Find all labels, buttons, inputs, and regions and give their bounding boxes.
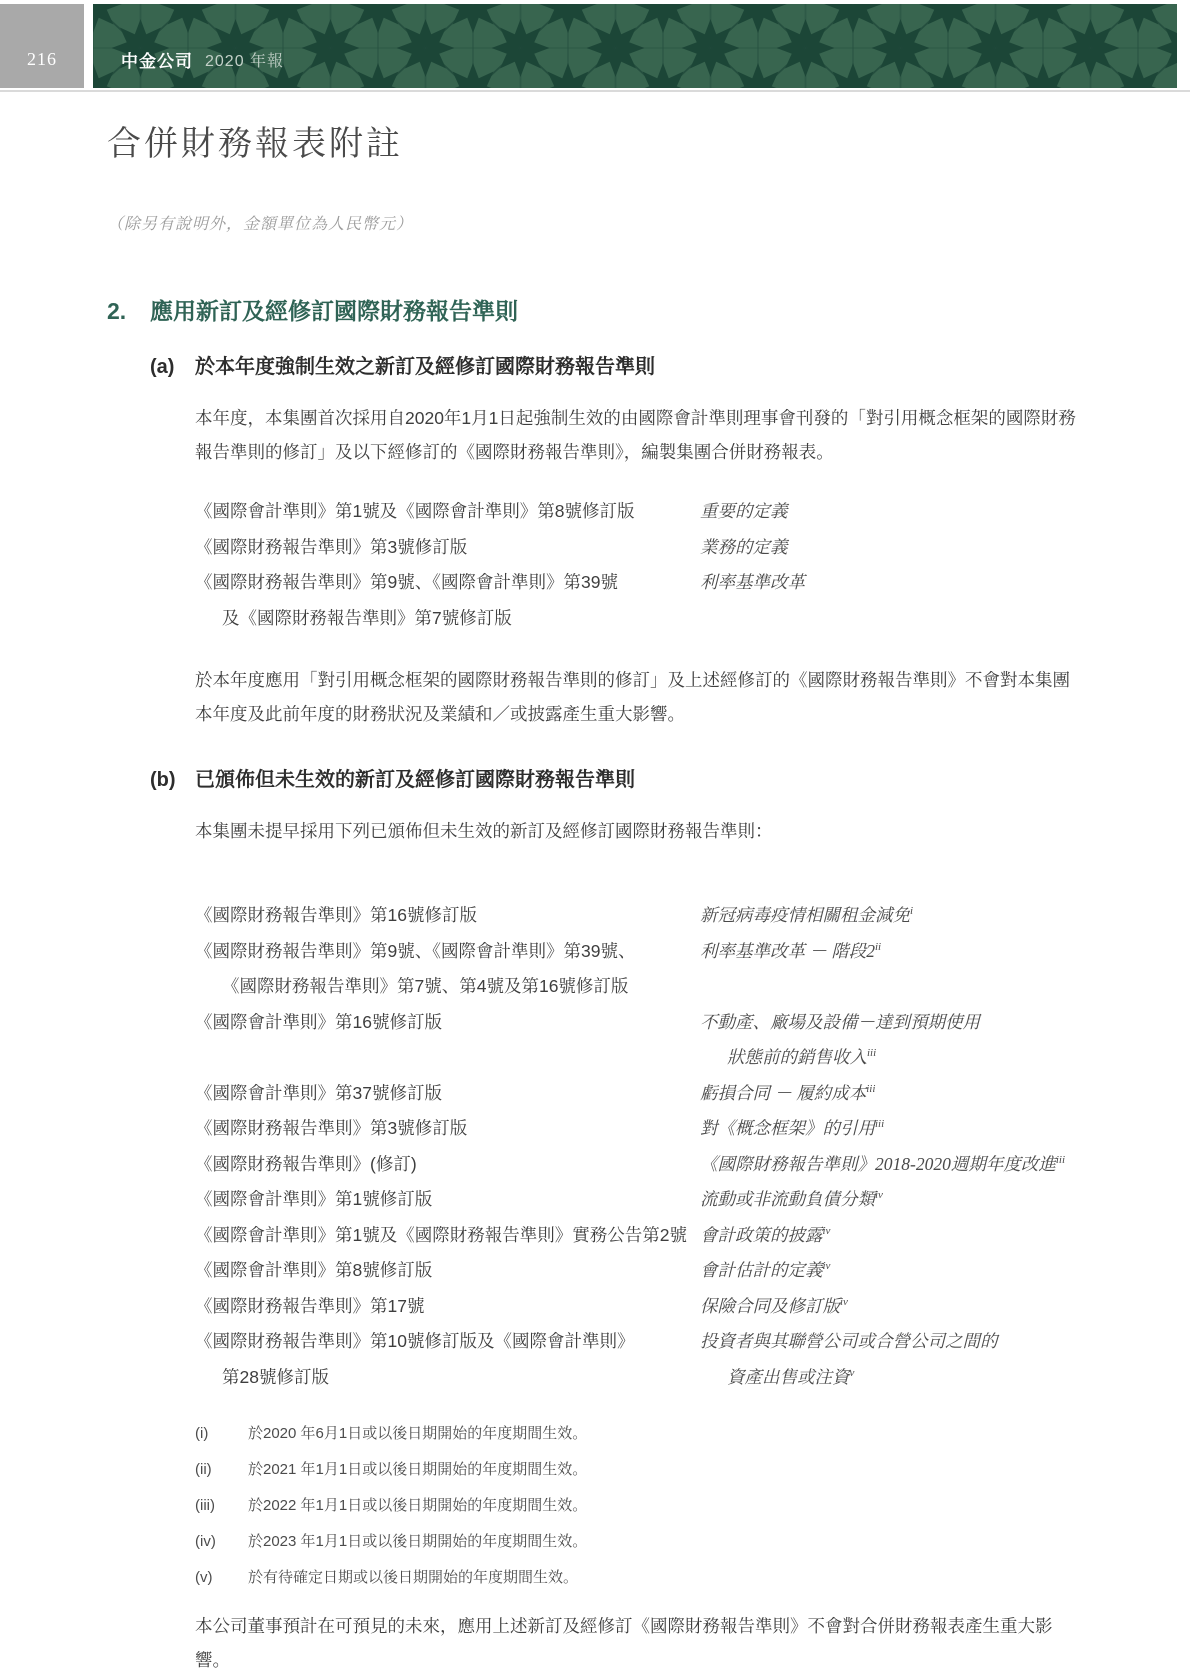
- standard-name: 《國際財務報告準則》第10號修訂版及《國際會計準則》: [195, 1331, 635, 1351]
- footnote-ref: iii: [1055, 1153, 1065, 1166]
- page-number-box: [0, 4, 84, 88]
- standard-subject: [700, 601, 1085, 637]
- currency-note: （除另有說明外，金額單位為人民幣元）: [107, 216, 414, 233]
- company-name: 中金公司: [121, 51, 193, 71]
- subsection-b: [150, 767, 1085, 1677]
- standard-subject: [700, 565, 1085, 601]
- standard-subject-text: 流動或非流動負債分類: [700, 1189, 875, 1209]
- standard-subject-text: 重要的定義: [700, 501, 788, 521]
- standard-subject-text: 資產出售或注資: [727, 1366, 850, 1387]
- standard-subject-text: 會計估計的定義: [700, 1260, 823, 1280]
- footnote-label: (v): [195, 1569, 213, 1586]
- standard-row: [195, 1253, 1085, 1289]
- footnote-text: 於2022 年1月1日或以後日期開始的年度期間生效。: [248, 1497, 588, 1514]
- page-content: [0, 116, 1190, 1677]
- standard-subject: [700, 530, 1085, 566]
- standard-subject: [700, 1182, 1085, 1218]
- footnote-ref: iii: [875, 1118, 885, 1131]
- standard-name: 《國際財務報告準則》第7號、第4號及第16號修訂版: [222, 976, 629, 996]
- header-divider: [0, 90, 1190, 92]
- footnote-item: [195, 1531, 1085, 1552]
- standard-subject: [700, 1147, 1085, 1183]
- standard-row: [195, 1289, 1085, 1325]
- standard-subject-text: 業務的定義: [700, 536, 788, 557]
- standard-name: 《國際會計準則》第8號修訂版: [195, 1260, 433, 1280]
- report-year: 2020 年報: [205, 52, 285, 70]
- footnote-ref: iv: [822, 1260, 831, 1273]
- standard-row: [195, 898, 1085, 934]
- standard-row: [195, 1218, 1085, 1254]
- standard-row: [195, 601, 1085, 637]
- standard-name: 《國際財務報告準則》第16號修訂版: [195, 905, 477, 925]
- standard-subject-text: 不動產、廠場及設備－達到預期使用: [700, 1011, 980, 1032]
- standard-name: 及《國際財務報告準則》第7號修訂版: [222, 607, 512, 628]
- section-heading: [107, 296, 1085, 326]
- footnotes: [195, 1423, 1085, 1588]
- standard-row: [195, 1324, 1085, 1360]
- page-number: 216: [27, 48, 57, 69]
- standard-subject-text: 保險合同及修訂版: [700, 1295, 840, 1316]
- standard-name: 《國際會計準則》第16號修訂版: [195, 1011, 442, 1032]
- standard-subject: [700, 1005, 1085, 1041]
- subsection-b-heading: [150, 767, 1085, 793]
- standard-subject: [700, 1040, 1085, 1076]
- footnote-text: 於2023 年1月1日或以後日期開始的年度期間生效。: [248, 1533, 588, 1550]
- standard-name: 第28號修訂版: [222, 1366, 329, 1387]
- standard-subject: [700, 1111, 1085, 1147]
- standard-row: [195, 1147, 1085, 1183]
- section-2: [107, 296, 1085, 1677]
- standard-row: [195, 1040, 1085, 1076]
- standard-name: 《國際財務報告準則》第9號、《國際會計準則》第39號: [195, 572, 618, 592]
- footnote-label: (ii): [195, 1461, 212, 1478]
- standard-subject: [700, 494, 1085, 530]
- subsection-b-label: (b): [150, 769, 176, 791]
- standard-name: 《國際會計準則》第1號及《國際財務報告準則》實務公告第2號: [195, 1224, 687, 1245]
- standard-row: [195, 969, 1085, 1005]
- standard-name: 《國際財務報告準則》第3號修訂版: [195, 1118, 468, 1138]
- footnote-ref: iv: [822, 1224, 831, 1237]
- header-banner: [93, 4, 1177, 88]
- standard-subject: [700, 898, 1085, 934]
- standard-subject-text: 利率基準改革: [700, 572, 805, 592]
- standard-name: 《國際會計準則》第1號修訂版: [195, 1189, 433, 1209]
- banner-text: [121, 4, 284, 88]
- subsection-a-label: (a): [150, 356, 175, 378]
- standard-subject: [700, 1289, 1085, 1325]
- section-title: 應用新訂及經修訂國際財務報告準則: [150, 298, 518, 324]
- footnote-text: 於有待確定日期或以後日期開始的年度期間生效。: [248, 1569, 579, 1586]
- standard-subject-text: 會計政策的披露: [700, 1224, 823, 1245]
- standard-subject-text: 投資者與其聯營公司或合營公司之間的: [700, 1331, 998, 1351]
- footnote-item: [195, 1495, 1085, 1516]
- footnote-ref: iv: [875, 1189, 883, 1202]
- paragraph: 本年度，本集團首次採用自2020年1月1日起強制生效的由國際會計準則理事會刊發的「對引用概念框架的國際財務報告準則的修訂」及以下經修訂的《國際財務報告準則》，編製集團合併財務報表。: [195, 408, 1076, 462]
- standards-list-a: [195, 494, 1085, 636]
- footnote-ref: iii: [867, 1047, 877, 1060]
- standard-name: [195, 1040, 700, 1076]
- subsection-b-body: [195, 814, 1085, 1677]
- subsection-a-heading: [150, 354, 1085, 380]
- footnote-ref: ii: [875, 940, 882, 953]
- standard-name: 《國際會計準則》第1號及《國際會計準則》第8號修訂版: [195, 501, 635, 521]
- footnote-text: 於2021 年1月1日或以後日期開始的年度期間生效。: [248, 1461, 588, 1478]
- footnote-label: (iii): [195, 1497, 215, 1514]
- footnote-label: (i): [195, 1425, 209, 1442]
- standards-list-b: [195, 898, 1085, 1395]
- standard-subject: [700, 1324, 1085, 1360]
- footnote-item: [195, 1423, 1085, 1444]
- standard-subject-text: 狀態前的銷售收入: [727, 1047, 867, 1067]
- standard-subject-text: 新冠病毒疫情相關租金減免: [700, 905, 910, 925]
- standard-subject-text: 《國際財務報告準則》2018-2020週期年度改進: [700, 1153, 1056, 1174]
- page-title: 合併財務報表附註: [107, 126, 403, 163]
- standard-subject: [700, 969, 1085, 1005]
- footnote-ref: v: [849, 1366, 855, 1379]
- standard-row: [195, 530, 1085, 566]
- section-number: 2.: [107, 298, 127, 324]
- standard-name: 《國際會計準則》第37號修訂版: [195, 1082, 442, 1103]
- footnote-item: [195, 1567, 1085, 1588]
- standard-row: [195, 1076, 1085, 1112]
- standard-subject: [700, 1076, 1085, 1112]
- standard-subject-text: 虧損合同 － 履約成本: [700, 1082, 867, 1103]
- standard-subject-text: 對《概念框架》的引用: [700, 1118, 875, 1138]
- standard-row: [195, 1182, 1085, 1218]
- paragraph: 於本年度應用「對引用概念框架的國際財務報告準則的修訂」及上述經修訂的《國際財務報告準則》不會對本集團本年度及此前年度的財務狀況及業績和／或披露產生重大影響。: [195, 670, 1070, 724]
- standard-row: [195, 934, 1085, 970]
- standard-name: 《國際財務報告準則》第17號: [195, 1295, 425, 1316]
- standard-row: [195, 1111, 1085, 1147]
- subsection-a-title: 於本年度強制生效之新訂及經修訂國際財務報告準則: [195, 356, 655, 378]
- standard-name: 《國際財務報告準則》第3號修訂版: [195, 536, 468, 557]
- page-header: [0, 0, 1190, 88]
- standard-name: 《國際財務報告準則》第9號、《國際會計準則》第39號、: [195, 940, 636, 961]
- subsection-a-body: [195, 401, 1085, 731]
- standard-subject: [700, 1218, 1085, 1254]
- standard-name: 《國際財務報告準則》(修訂): [195, 1153, 417, 1174]
- footnote-text: 於2020 年6月1日或以後日期開始的年度期間生效。: [248, 1425, 588, 1442]
- footnote-ref: i: [910, 905, 914, 918]
- standard-subject: [700, 934, 1085, 970]
- subsection-a: [150, 354, 1085, 731]
- footnote-ref: iv: [840, 1295, 848, 1308]
- footnote-ref: iii: [866, 1082, 876, 1095]
- footnote-label: (iv): [195, 1533, 216, 1550]
- standard-subject: [700, 1360, 1085, 1396]
- standard-subject: [700, 1253, 1085, 1289]
- standard-row: [195, 494, 1085, 530]
- standard-subject-text: 利率基準改革 － 階段2: [700, 940, 875, 961]
- subsection-b-title: 已頒佈但未生效的新訂及經修訂國際財務報告準則: [195, 769, 635, 791]
- standard-row: [195, 565, 1085, 601]
- standard-row: [195, 1360, 1085, 1396]
- closing-paragraph: 本公司董事預計在可預見的未來，應用上述新訂及經修訂《國際財務報告準則》不會對合併財務報表產生重大影響。: [195, 1616, 1053, 1670]
- standard-row: [195, 1005, 1085, 1041]
- footnote-item: [195, 1459, 1085, 1480]
- paragraph: 本集團未提早採用下列已頒佈但未生效的新訂及經修訂國際財務報告準則：: [195, 821, 773, 841]
